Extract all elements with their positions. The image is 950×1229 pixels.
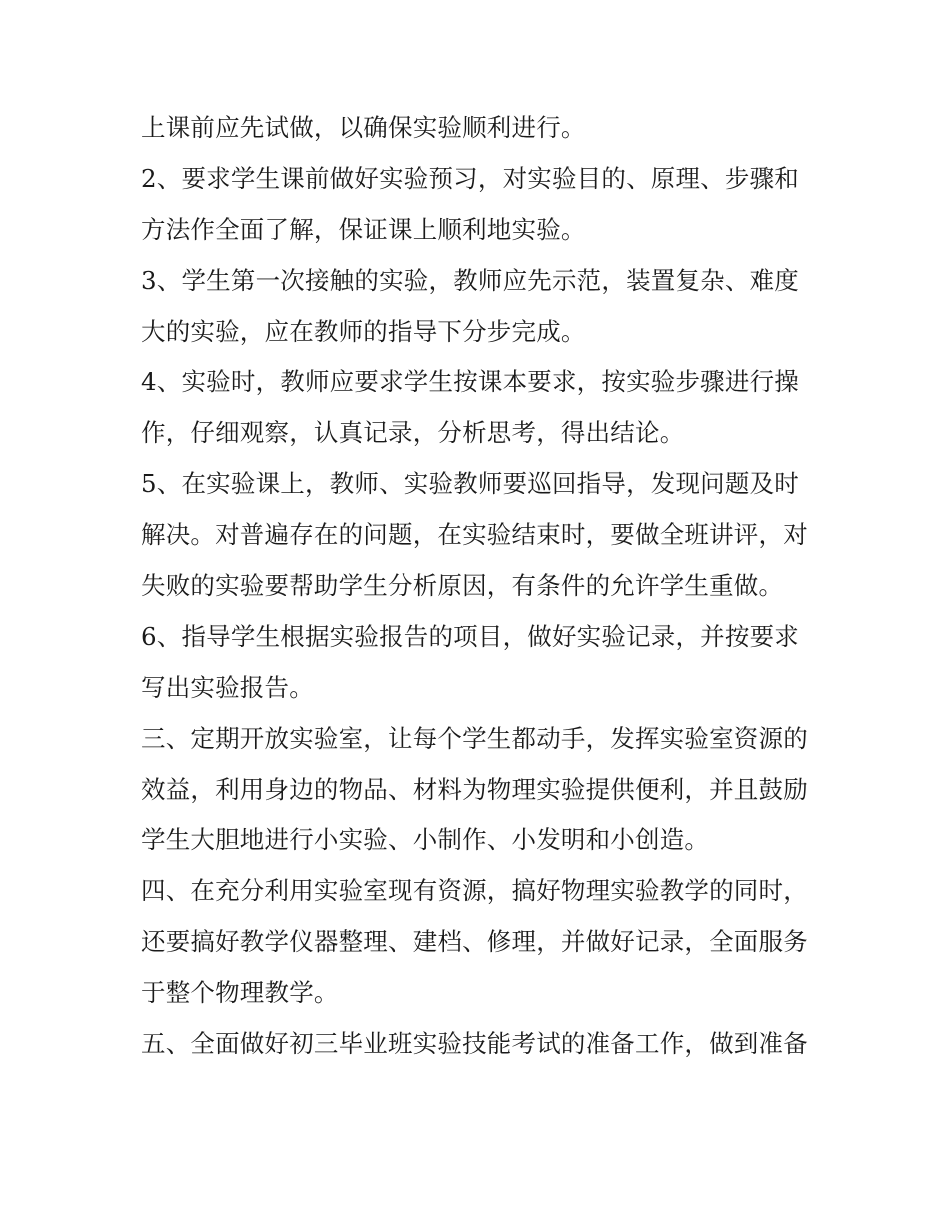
text-line: 5、在实验课上，教师、实验教师要巡回指导，发现问题及时 <box>141 469 799 499</box>
text-line: 作，仔细观察，认真记录，分析思考，得出结论。 <box>141 418 685 448</box>
text-line: 上课前应先试做，以确保实验顺利进行。 <box>141 113 586 142</box>
text-line: 写出实验报告。 <box>141 672 314 702</box>
text-line: 6、指导学生根据实验报告的项目，做好实验记录，并按要求 <box>141 621 799 651</box>
text-line: 2、要求学生课前做好实验预习，对实验目的、原理、步骤和 <box>141 163 799 193</box>
text-line: 效益，利用身边的物品、材料为物理实验提供便利，并且鼓励 <box>141 774 808 804</box>
text-line: 解决。对普遍存在的问题，在实验结束时，要做全班讲评，对 <box>141 520 808 550</box>
text-line: 3、学生第一次接触的实验，教师应先示范，装置复杂、难度 <box>141 265 799 295</box>
document-body <box>141 103 821 1070</box>
text-line: 还要搞好教学仪器整理、建档、修理，并做好记录，全面服务 <box>141 927 808 957</box>
text-line: 大的实验，应在教师的指导下分步完成。 <box>141 316 586 346</box>
text-line: 方法作全面了解，保证课上顺利地实验。 <box>141 214 586 244</box>
text-line: 4、实验时，教师应要求学生按课本要求，按实验步骤进行操 <box>141 367 799 397</box>
text-line: 学生大胆地进行小实验、小制作、小发明和小创造。 <box>141 825 710 855</box>
text-line: 于整个物理教学。 <box>141 978 339 1008</box>
text-line: 四、在充分利用实验室现有资源，搞好物理实验教学的同时， <box>141 876 808 906</box>
text-line: 失败的实验要帮助学生分析原因，有条件的允许学生重做。 <box>141 571 784 601</box>
text-line: 三、定期开放实验室，让每个学生都动手，发挥实验室资源的 <box>141 723 808 753</box>
text-line: 五、全面做好初三毕业班实验技能考试的准备工作，做到准备 <box>141 1029 808 1059</box>
